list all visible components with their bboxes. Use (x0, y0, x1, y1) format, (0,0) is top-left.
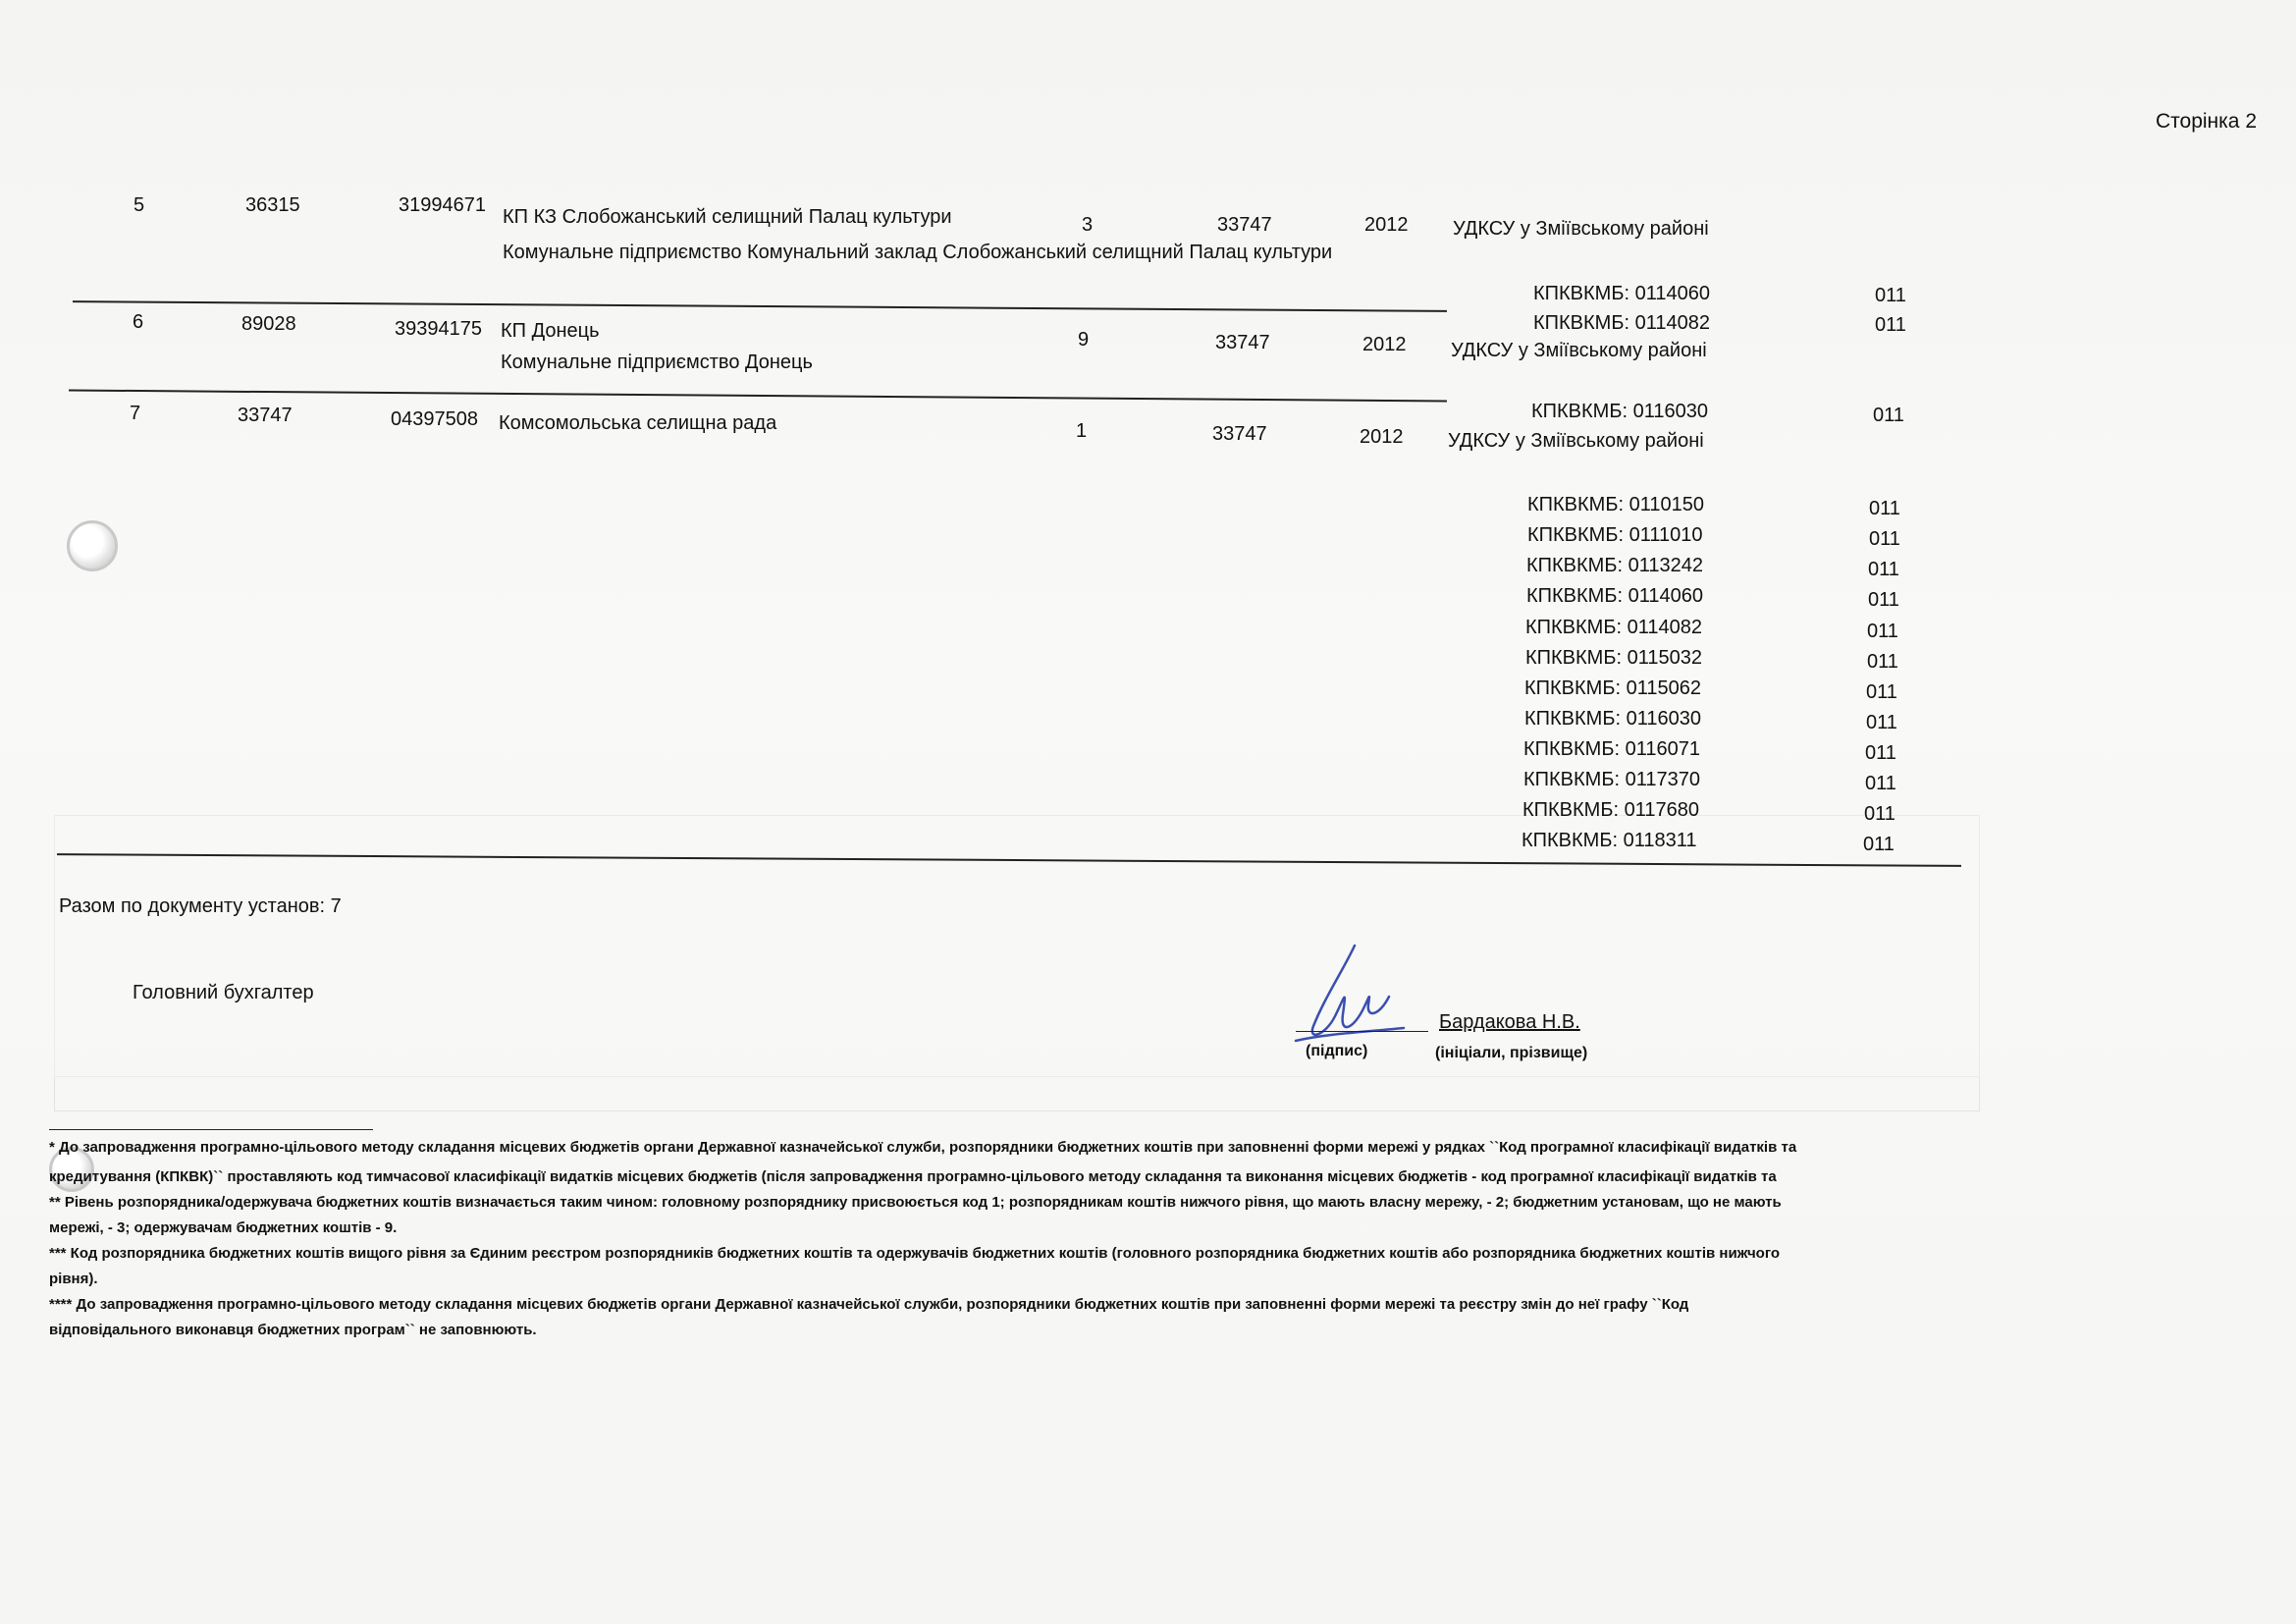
row-number: 7 (130, 403, 141, 424)
kpk-code: КПКВКМБ: 0114082 (1533, 312, 1710, 334)
kpk-code: КПКВКМБ: 0114060 (1526, 585, 1703, 607)
kpk-code: КПКВКМБ: 0117680 (1522, 799, 1699, 821)
kpk-code: КПКВКМБ: 0117370 (1523, 769, 1700, 790)
row-treasury: УДКСУ у Зміївському районі (1451, 340, 1707, 361)
row-parent-code: 33747 (1217, 214, 1272, 236)
footnote-line: * До запровадження програмно-цільового методу складання місцевих бюджетів органи Державної казначейської служби, розпорядники бюджетних коштів при заповненні форми мережі у рядках ``Код програмної класифікації видатків та (49, 1139, 1797, 1156)
kpk-code: КПКВКМБ: 0116030 (1531, 401, 1708, 422)
chief-accountant-label: Головний бухгалтер (133, 982, 314, 1003)
footnote-line: ** Рівень розпорядника/одержувача бюджетних коштів визначається таким чином: головному розпоряднику присвоюється код 1; розпорядникам коштів нижчого рівня, що мають власну мережу, - 2; бюджетним установам, що не мають (49, 1194, 1782, 1211)
kpk-value: 011 (1867, 621, 1898, 642)
total-label: Разом по документу установ: 7 (59, 895, 342, 917)
row-name: КП КЗ Слобожанський селищний Палац культури (503, 206, 952, 228)
kpk-code: КПКВКМБ: 0118311 (1522, 830, 1697, 851)
kpk-value: 011 (1866, 681, 1897, 703)
footnote-line: кредитування (КПКВК)`` проставляють код тимчасової класифікації видатків місцевих бюджетів (після запровадження програмно-цільового методу складання та виконання місцевих бюджетів - код програмної класифікації видатків та (49, 1168, 1777, 1185)
row-edrpou: 04397508 (391, 408, 478, 430)
kpk-value: 011 (1864, 803, 1896, 825)
row-code: 33747 (238, 405, 293, 426)
kpk-value: 011 (1875, 285, 1906, 306)
kpk-value: 011 (1868, 559, 1899, 580)
kpk-code: КПКВКМБ: 0116071 (1523, 738, 1700, 760)
footnote-line: відповідального виконавця бюджетних програм`` не заповнюють. (49, 1322, 537, 1338)
kpk-value: 011 (1868, 589, 1899, 611)
kpk-code: КПКВКМБ: 0115062 (1524, 677, 1701, 699)
row-name: КП Донець (501, 320, 600, 342)
kpk-value: 011 (1869, 528, 1900, 550)
row-code: 89028 (241, 313, 296, 335)
kpk-value: 011 (1869, 498, 1900, 519)
row-level: 1 (1076, 420, 1088, 442)
kpk-code: КПКВКМБ: 0110150 (1527, 494, 1704, 515)
row-treasury: УДКСУ у Зміївському районі (1448, 430, 1704, 452)
row-treasury: УДКСУ у Зміївському районі (1453, 218, 1709, 240)
punch-hole-icon (67, 520, 118, 571)
row-full-name: Комунальне підприємство Комунальний заклад Слобожанський селищний Палац культури (503, 242, 1333, 263)
row-parent-code: 33747 (1215, 332, 1270, 353)
footnote-line: мережі, - 3; одержувачам бюджетних коштів - 9. (49, 1219, 398, 1236)
row-year: 2012 (1362, 334, 1407, 355)
kpk-value: 011 (1875, 314, 1906, 336)
footnote-line: **** До запровадження програмно-цільового методу складання місцевих бюджетів органи Державної казначейської служби, розпорядники бюджетних коштів при заповненні форми мережі та реєстру змін до неї графу ``Код (49, 1296, 1689, 1313)
signer-name: Бардакова Н.В. (1439, 1011, 1580, 1033)
row-edrpou: 31994671 (399, 194, 486, 216)
kpk-value: 011 (1863, 834, 1895, 855)
kpk-value: 011 (1865, 742, 1896, 764)
row-code: 36315 (245, 194, 300, 216)
kpk-code: КПКВКМБ: 0114082 (1525, 617, 1702, 638)
footnote-line: *** Код розпорядника бюджетних коштів вищого рівня за Єдиним реєстром розпорядників бюджетних коштів та одержувачів бюджетних коштів (головного розпорядника бюджетних коштів або розпорядника бюджетних коштів нижчого (49, 1245, 1781, 1262)
kpk-value: 011 (1867, 651, 1898, 673)
footnote-divider (49, 1129, 373, 1130)
footnote-line: рівня). (49, 1271, 98, 1287)
page-number: Сторінка 2 (2155, 110, 2257, 133)
row-number: 6 (133, 311, 144, 333)
row-full-name: Комунальне підприємство Донець (501, 352, 813, 373)
row-parent-code: 33747 (1212, 423, 1267, 445)
row-level: 3 (1082, 214, 1094, 236)
row-number: 5 (133, 194, 145, 216)
kpk-code: КПКВКМБ: 0116030 (1524, 708, 1701, 730)
kpk-code: КПКВКМБ: 0114060 (1533, 283, 1710, 304)
kpk-code: КПКВКМБ: 0113242 (1526, 555, 1703, 576)
kpk-value: 011 (1873, 405, 1904, 426)
row-year: 2012 (1360, 426, 1404, 448)
signature-caption: (підпис) (1306, 1043, 1368, 1059)
row-name: Комсомольська селищна рада (499, 412, 777, 434)
kpk-code: КПКВКМБ: 0111010 (1527, 524, 1703, 546)
name-caption: (ініціали, прізвище) (1435, 1045, 1588, 1061)
row-edrpou: 39394175 (395, 318, 482, 340)
kpk-value: 011 (1865, 773, 1896, 794)
row-year: 2012 (1364, 214, 1409, 236)
row-level: 9 (1078, 329, 1090, 351)
kpk-value: 011 (1866, 712, 1897, 733)
signature-line (1296, 1031, 1428, 1032)
kpk-code: КПКВКМБ: 0115032 (1525, 647, 1702, 669)
